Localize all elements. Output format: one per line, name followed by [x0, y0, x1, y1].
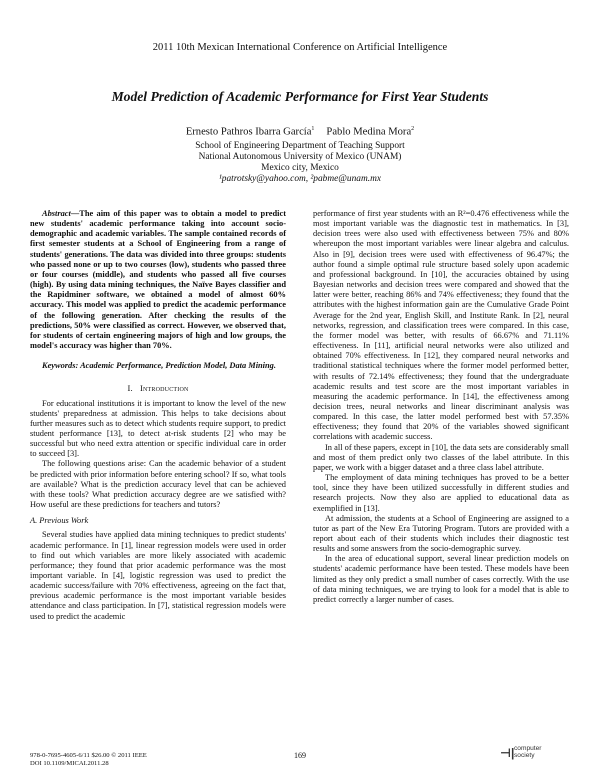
affiliation-line: Mexico city, Mexico	[261, 162, 339, 173]
abstract-label: Abstract—	[42, 209, 80, 218]
footer-doi: DOI 10.1109/MICAI.2011.28	[30, 760, 109, 767]
affiliation-block	[0, 141, 600, 185]
body-paragraph: Several studies have applied data mining techniques to predict students' academic performance. In [1], linear regression models were used in order to find out which variables are more likely associated with academic performance; they found that prior academic performance was the most important variable. In [4], logistic regression was used to predict the academic success/failure with 70% effectiveness, agreeing on the fact that, previous academic performance is the most important variable besides attendance and class participation. In [7], statistical regression models were used to predict the academic	[30, 530, 286, 621]
author-2-name: Pablo Medina Mora	[326, 126, 412, 138]
author-emails: ¹patrotsky@yahoo.com, ²pabme@unam.mx	[218, 173, 382, 184]
abstract	[30, 209, 286, 351]
logo-text	[514, 745, 542, 759]
logo-text-line: society	[514, 752, 535, 759]
body-paragraph: In all of these papers, except in [10], the data sets are considerably small and most of them predict only two classes of the label attribute. In this paper, we work with a bigger dataset and a three class label attribute.	[313, 442, 569, 472]
abstract-text: The aim of this paper was to obtain a model to predict new students' academic performance taking into account socio-demographic and academic variables. The sample contained records of first semester students at a School of Engineering from a range of students' generations. The data was divided into three groups: students who passed none or up to two courses (low), students who passed three or four courses (middle), and students who passed all five courses (high). By using data mining techniques, the Naïve Bayes classifier and the Rapidminer software, we obtained a model of almost 60% accuracy. This model was applied to predict the academic performance of the following generation. After checking the results of the predictions, 50% were classified as correct. However, we observed that, for students of certain engineering majors of high and low groups, the model's accuracy was higher than 70%.	[30, 209, 286, 351]
body-paragraph: At admission, the students at a School of Engineering are assigned to a tutor as part of the New Era Tutoring Program. Tutors are provided with a report about each of their students which includes their diagnostic test results and some answers from the socio-demographic survey.	[313, 513, 569, 554]
body-paragraph: The following questions arise: Can the academic behavior of a student be predicted with prior information before entering school? If so, what tools are available? What is the prediction accuracy level that can be achieved with these tools? What prediction accuracy degree are we satisfied with? How useful are these predictions for teachers and tutors?	[30, 459, 286, 510]
page-number: 169	[294, 751, 306, 760]
author-list	[0, 126, 600, 138]
body-paragraph: performance of first year students with an R²=0.476 effectiveness while the most important variable was the diagnostic test in mathematics. In [3], decision trees were also used with effectiveness between 75% and 80% whereupon the most important variables were linear algebra and calculus. Also in [9], decision trees were used with effectiveness of 96.47%; the author found a simple optimal rule structure based solely upon academic and professional background. In [10], the accuracies obtained by using Bayesian networks and decision trees were compared and showed that the latter were better, reaching 86% and 74% effectiveness; they found that the attributes with the highest information gain are the Cumulative Grade Point Average for the 2nd year, English Skill, and Institute Rank. In [2], neural networks, regression, and classification trees were compared. In this case, the former model was better, with results of 66.67% and 71.11% effectiveness. In [11], artificial neural networks were also utilized and obtained 70% effectiveness. In [12], they compared neural networks and traditional statistical techniques where the former model performed better, with results of 72.14% effectiveness; they found that the undergraduate academic results and test score are the most important variables in measuring the academic performance. In [14], the effectiveness among decision trees, neural networks and linear discriminant analysis was compared. In this case, the latter model performed best with 57.35% effectiveness; they found that 20% of the variables showed significant correlations with academic success.	[313, 209, 569, 442]
computer-society-mark-icon: ⊣|	[500, 746, 515, 760]
author-1-sup: 1	[311, 126, 315, 132]
section-heading-introduction	[30, 383, 286, 393]
paper-title: Model Prediction of Academic Performance for First Year Students	[111, 89, 489, 104]
affiliation-line: School of Engineering Department of Teaching Support	[195, 141, 405, 151]
author-1-name: Ernesto Pathros Ibarra García	[185, 126, 312, 138]
body-paragraph: For educational institutions it is important to know the level of the new students' preparedness at admission. This helps to take decisions about further measures such as to detect which students require support, to predict student performance [13], to detect at-risk students [2] who may be successful but who need extra attention or specific individual care in order to succeed [3].	[30, 398, 286, 459]
body-paragraph: The employment of data mining techniques has proved to be a better tool, since they have been utilized successfully in different studies and research projects. Now they also are applied to educational data as exemplified in [13].	[313, 473, 569, 513]
author-2-sup: 2	[411, 126, 415, 132]
section-number: I.	[127, 383, 133, 394]
right-column	[313, 209, 569, 605]
section-title: Introduction	[139, 383, 189, 394]
conference-header: 2011 10th Mexican International Conference on Artificial Intelligence	[152, 42, 448, 53]
logo-text-line: computer	[514, 745, 542, 752]
body-paragraph: In the area of educational support, several linear prediction models on students' academic performance have been tested. These models have been limited as they only predict a small number of cases correctly. With the use of data mining techniques, we are trying to look for a model that is able to predict correctly a larger number of cases.	[313, 554, 569, 604]
affiliation-line: National Autonomous University of Mexico (UNAM)	[198, 151, 402, 162]
footer-isbn: 978-0-7695-4605-6/11 $26.00 © 2011 IEEE	[30, 752, 147, 759]
keywords: Keywords: Academic Performance, Prediction Model, Data Mining.	[42, 361, 276, 371]
computer-society-logo	[500, 742, 570, 766]
subsection-heading-previous-work: A. Previous Work	[30, 516, 89, 526]
left-column	[30, 209, 286, 622]
